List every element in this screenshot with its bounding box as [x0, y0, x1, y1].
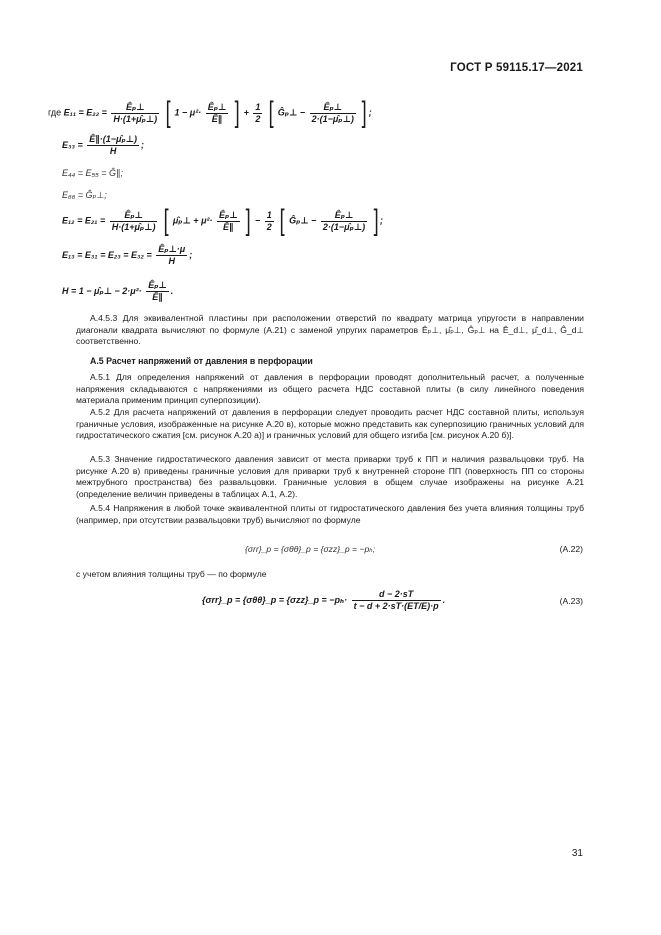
- equation-number-a22: (А.22): [559, 544, 583, 554]
- formula-e13: E₁₃ = E₃₁ = E₂₃ = E₃₂ = $\frac{\text{Êₚ⊥·μ}}{H}$ ;: [62, 244, 193, 266]
- paragraph-a51: А.5.1 Для определения напряжений от давления в перфорации проводят дополнительный расчет, а полученные напряжения складываются с напряжениями из общего расчета НДС составной плиты (в силу линейного поведения материала применим принцип суперпозиции).: [76, 372, 584, 406]
- formula-e11: где E₁₁ = E₂₂ = $\frac{\text{Êₚ⊥}}{\text{H·(1+μ̂ₚ⊥)}}$ [ 1 − μ²· $\frac{\text{Êₚ⊥}}{Ê\parallel}$ ] + $\frac{1}{2}$ [ Ĝₚ⊥ − $\frac{\text{Êₚ⊥}}{\text{2·(1−μ̂ₚ⊥)}}$ ] ;: [48, 96, 372, 129]
- equation-a22: {σrr}_p = {σθθ}_p = {σzz}_p = −pₕ;: [245, 544, 376, 554]
- where-word: где: [48, 107, 62, 118]
- paragraph-a52: А.5.2 Для расчета напряжений от давления в перфорации следует проводить расчет НДС составной плиты, используя граничные условия, изображенные на рисунке А.20 в), которые можно представить как суперпозицию граничных условий для гидростатического сжатия [см. рисунок А.20 а)] и граничных условий для общего изгиба [см. рисунок А.20 б)].: [76, 407, 584, 441]
- formula-lhs: E₁₁ = E₂₂ =: [63, 107, 107, 118]
- formula-e33: E₃₃ = $\frac{\text{Ê∥·(1−μ̂ₚ⊥)}}{H}$ ;: [62, 134, 145, 156]
- section-heading-a5: А.5 Расчет напряжений от давления в перфорации: [90, 356, 313, 366]
- formula-h: H = 1 − μ̂ₚ⊥ − 2·μ²· $\frac{\text{Êₚ⊥}}{Ê\parallel}$ .: [62, 280, 174, 302]
- formula-e44: E₄₄ = E₅₅ = Ĝ∥;: [62, 168, 123, 178]
- page-number: 31: [571, 848, 583, 859]
- equation-number-a23: (А.23): [559, 596, 583, 606]
- fraction: $\frac{\text{Êₚ⊥}}{\text{H·(1+μ̂ₚ⊥)}}$: [113, 101, 158, 124]
- formula-e66: E₆₆ = Ĝₚ⊥;: [62, 190, 107, 200]
- equation-a23: {σrr}_p = {σθθ}_p = {σzz}_p = −pₕ· $\frac{d - 2\cdot sT}{t - d + 2\cdot sT\cdot(ET/E)\cdot p}$ .: [202, 589, 446, 611]
- paragraph-a453: А.4.5.3 Для эквивалентной пластины при расположении отверстий по квадрату матрица упругости в направлении диагонали квадрата вычисляют по формуле (А.21) с заменой упругих параметров Êₚ⊥, μ̂ₚ⊥, Ĝₚ⊥ на Ê_d⊥, μ̂_d⊥, Ĝ_d⊥ соответственно.: [76, 313, 584, 347]
- fraction: $\frac{1}{2}$: [255, 101, 261, 124]
- fraction: $\frac{\text{Êₚ⊥}}{Ê\parallel}$: [207, 101, 227, 124]
- fraction: $\frac{\text{Êₚ⊥}}{\text{2·(1−μ̂ₚ⊥)}}$: [311, 101, 354, 124]
- standard-header: ГОСТ Р 59115.17—2021: [450, 62, 583, 74]
- paragraph-a54: А.5.4 Напряжения в любой точке эквивалентной плиты от гидростатического давления без учета влияния толщины труб (например, при отсутствии развальцовки труб) вычисляют по формуле: [76, 503, 584, 525]
- formula-e12: E₁₂ = E₂₁ = $\frac{\text{Êₚ⊥}}{\text{H·(1+μ̂ₚ⊥)}}$ [ μ̂ₚ⊥ + μ²· $\frac{\text{Êₚ⊥}}{Ê\parallel}$ ] − $\frac{1}{2}$ [ Ĝₚ⊥ − $\frac{\text{Êₚ⊥}}{\text{2·(1−μ̂ₚ⊥)}}$ ] ;: [62, 204, 384, 237]
- paragraph-with-thickness: с учетом влияния толщины труб — по формуле: [76, 569, 267, 579]
- paragraph-a53: А.5.3 Значение гидростатического давления зависит от места приварки труб к ПП и наличия развальцовки труб. На рисунке А.20 в) приведены граничные условия для приварки труб к внутренней стороне ПП (поверхность ПП со стороны межтрубного пространства) без развальцовки. Граничные условия в общем случае изображены на рисунке А.21 (определение величин приведены в таблицах А.1, А.2).: [76, 454, 584, 499]
